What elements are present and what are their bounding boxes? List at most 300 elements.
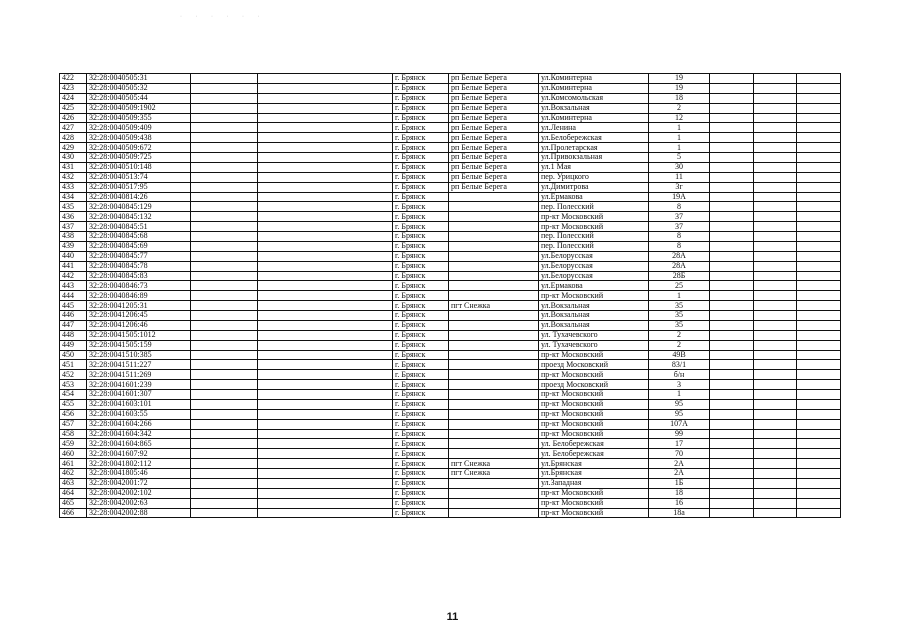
cadastral-number-cell: 32:28:0041604:266	[87, 419, 191, 429]
cadastral-number-cell: 32:28:0042002:88	[87, 508, 191, 518]
empty-cell	[754, 459, 797, 469]
cadastral-number-cell: 32:28:0041607:92	[87, 449, 191, 459]
street-cell: ул.Привокзальная	[539, 153, 649, 163]
empty-cell	[754, 399, 797, 409]
empty-cell	[797, 123, 841, 133]
empty-cell	[258, 103, 393, 113]
table-row	[60, 409, 841, 419]
page-number: 11	[446, 611, 459, 623]
empty-cell	[797, 192, 841, 202]
street-cell: пр-кт Московский	[539, 222, 649, 232]
empty-cell	[191, 498, 258, 508]
house-number-cell: 17	[649, 439, 710, 449]
house-number-cell: 1	[649, 133, 710, 143]
city-cell: г. Брянск	[393, 340, 449, 350]
row-number-cell: 442	[60, 271, 87, 281]
house-number-cell: 35	[649, 311, 710, 321]
settlement-cell: рп Белые Берега	[449, 103, 539, 113]
city-cell: г. Брянск	[393, 103, 449, 113]
row-number-cell: 465	[60, 498, 87, 508]
city-cell: г. Брянск	[393, 311, 449, 321]
empty-cell	[258, 192, 393, 202]
settlement-cell	[449, 232, 539, 242]
empty-cell	[710, 439, 754, 449]
cadastral-number-cell: 32:28:0040509:672	[87, 143, 191, 153]
row-number-cell: 436	[60, 212, 87, 222]
street-cell: ул.Коминтерна	[539, 83, 649, 93]
empty-cell	[797, 143, 841, 153]
table-row	[60, 202, 841, 212]
empty-cell	[191, 232, 258, 242]
city-cell: г. Брянск	[393, 212, 449, 222]
empty-cell	[797, 74, 841, 84]
empty-cell	[710, 469, 754, 479]
cadastral-number-cell: 32:28:0040845:83	[87, 271, 191, 281]
empty-cell	[754, 469, 797, 479]
settlement-cell	[449, 429, 539, 439]
empty-cell	[797, 251, 841, 261]
city-cell: г. Брянск	[393, 123, 449, 133]
street-cell: ул. Тухачевского	[539, 340, 649, 350]
row-number-cell: 435	[60, 202, 87, 212]
empty-cell	[191, 261, 258, 271]
table-row	[60, 301, 841, 311]
settlement-cell: рп Белые Берега	[449, 93, 539, 103]
street-cell: пр-кт Московский	[539, 399, 649, 409]
empty-cell	[797, 133, 841, 143]
empty-cell	[191, 113, 258, 123]
table-row	[60, 113, 841, 123]
street-cell: ул.Вокзальная	[539, 301, 649, 311]
row-number-cell: 446	[60, 311, 87, 321]
empty-cell	[797, 320, 841, 330]
cadastral-number-cell: 32:28:0041205:31	[87, 301, 191, 311]
empty-cell	[191, 429, 258, 439]
empty-cell	[754, 429, 797, 439]
house-number-cell: б/н	[649, 370, 710, 380]
empty-cell	[191, 83, 258, 93]
settlement-cell	[449, 360, 539, 370]
city-cell: г. Брянск	[393, 271, 449, 281]
street-cell: ул.Вокзальная	[539, 311, 649, 321]
empty-cell	[797, 222, 841, 232]
empty-cell	[797, 172, 841, 182]
row-number-cell: 458	[60, 429, 87, 439]
row-number-cell: 440	[60, 251, 87, 261]
empty-cell	[754, 320, 797, 330]
cadastral-number-cell: 32:28:0040513:74	[87, 172, 191, 182]
house-number-cell: 18	[649, 93, 710, 103]
empty-cell	[258, 143, 393, 153]
cadastral-number-cell: 32:28:0040505:31	[87, 74, 191, 84]
house-number-cell: 25	[649, 281, 710, 291]
cadastral-number-cell: 32:28:0040509:355	[87, 113, 191, 123]
street-cell: пер. Полесский	[539, 202, 649, 212]
cadastral-number-cell: 32:28:0040509:438	[87, 133, 191, 143]
street-cell: пр-кт Московский	[539, 419, 649, 429]
empty-cell	[258, 182, 393, 192]
table-row	[60, 192, 841, 202]
empty-cell	[258, 320, 393, 330]
house-number-cell: 107А	[649, 419, 710, 429]
empty-cell	[754, 311, 797, 321]
empty-cell	[797, 241, 841, 251]
cadastral-number-cell: 32:28:0040509:725	[87, 153, 191, 163]
empty-cell	[797, 271, 841, 281]
house-number-cell: 2А	[649, 469, 710, 479]
house-number-cell: 1	[649, 291, 710, 301]
cadastral-number-cell: 32:28:0040845:78	[87, 261, 191, 271]
street-cell: ул.Ленина	[539, 123, 649, 133]
empty-cell	[710, 449, 754, 459]
city-cell: г. Брянск	[393, 291, 449, 301]
street-cell: ул.1 Мая	[539, 162, 649, 172]
settlement-cell	[449, 439, 539, 449]
empty-cell	[754, 281, 797, 291]
settlement-cell: рп Белые Берега	[449, 153, 539, 163]
row-number-cell: 423	[60, 83, 87, 93]
empty-cell	[754, 212, 797, 222]
empty-cell	[191, 212, 258, 222]
empty-cell	[754, 291, 797, 301]
empty-cell	[754, 153, 797, 163]
table-row	[60, 449, 841, 459]
empty-cell	[710, 74, 754, 84]
street-cell: пр-кт Московский	[539, 390, 649, 400]
row-number-cell: 448	[60, 330, 87, 340]
empty-cell	[710, 241, 754, 251]
empty-cell	[710, 370, 754, 380]
empty-cell	[710, 350, 754, 360]
empty-cell	[191, 202, 258, 212]
cadastral-number-cell: 32:28:0040814:26	[87, 192, 191, 202]
house-number-cell: 8	[649, 232, 710, 242]
house-number-cell: 1	[649, 390, 710, 400]
settlement-cell	[449, 350, 539, 360]
settlement-cell: пгт Снежка	[449, 459, 539, 469]
city-cell: г. Брянск	[393, 350, 449, 360]
table-row	[60, 370, 841, 380]
house-number-cell: 19	[649, 74, 710, 84]
empty-cell	[710, 311, 754, 321]
cadastral-number-cell: 32:28:0040845:132	[87, 212, 191, 222]
house-number-cell: 3	[649, 380, 710, 390]
row-number-cell: 449	[60, 340, 87, 350]
row-number-cell: 439	[60, 241, 87, 251]
city-cell: г. Брянск	[393, 478, 449, 488]
house-number-cell: 2	[649, 340, 710, 350]
cadastral-number-cell: 32:28:0041603:55	[87, 409, 191, 419]
cadastral-number-cell: 32:28:0041604:342	[87, 429, 191, 439]
settlement-cell	[449, 222, 539, 232]
empty-cell	[258, 123, 393, 133]
settlement-cell	[449, 498, 539, 508]
empty-cell	[258, 212, 393, 222]
empty-cell	[754, 143, 797, 153]
cadastral-number-cell: 32:28:0041206:45	[87, 311, 191, 321]
city-cell: г. Брянск	[393, 143, 449, 153]
row-number-cell: 443	[60, 281, 87, 291]
empty-cell	[258, 340, 393, 350]
empty-cell	[258, 251, 393, 261]
city-cell: г. Брянск	[393, 439, 449, 449]
cadastral-number-cell: 32:28:0041603:101	[87, 399, 191, 409]
house-number-cell: 2А	[649, 459, 710, 469]
table-row	[60, 241, 841, 251]
settlement-cell	[449, 390, 539, 400]
house-number-cell: 1	[649, 123, 710, 133]
empty-cell	[797, 360, 841, 370]
empty-cell	[797, 93, 841, 103]
city-cell: г. Брянск	[393, 74, 449, 84]
empty-cell	[710, 320, 754, 330]
empty-cell	[754, 370, 797, 380]
cadastral-number-cell: 32:28:0040505:44	[87, 93, 191, 103]
settlement-cell: рп Белые Берега	[449, 74, 539, 84]
settlement-cell	[449, 192, 539, 202]
registry-body	[60, 74, 841, 518]
table-row	[60, 143, 841, 153]
table-row	[60, 74, 841, 84]
empty-cell	[191, 103, 258, 113]
house-number-cell: 2	[649, 330, 710, 340]
empty-cell	[710, 429, 754, 439]
empty-cell	[258, 370, 393, 380]
table-row	[60, 291, 841, 301]
empty-cell	[258, 281, 393, 291]
settlement-cell: рп Белые Берега	[449, 162, 539, 172]
empty-cell	[258, 350, 393, 360]
settlement-cell	[449, 291, 539, 301]
empty-cell	[797, 340, 841, 350]
city-cell: г. Брянск	[393, 380, 449, 390]
empty-cell	[710, 212, 754, 222]
empty-cell	[258, 311, 393, 321]
table-row	[60, 172, 841, 182]
table-row	[60, 311, 841, 321]
empty-cell	[797, 409, 841, 419]
table-row	[60, 498, 841, 508]
table-row	[60, 350, 841, 360]
empty-cell	[710, 399, 754, 409]
empty-cell	[258, 113, 393, 123]
empty-cell	[258, 508, 393, 518]
empty-cell	[754, 103, 797, 113]
row-number-cell: 430	[60, 153, 87, 163]
table-row	[60, 261, 841, 271]
row-number-cell: 455	[60, 399, 87, 409]
empty-cell	[191, 399, 258, 409]
city-cell: г. Брянск	[393, 192, 449, 202]
empty-cell	[258, 439, 393, 449]
empty-cell	[258, 498, 393, 508]
empty-cell	[797, 390, 841, 400]
settlement-cell	[449, 340, 539, 350]
empty-cell	[191, 370, 258, 380]
house-number-cell: 12	[649, 113, 710, 123]
empty-cell	[191, 449, 258, 459]
cadastral-number-cell: 32:28:0041805:46	[87, 469, 191, 479]
row-number-cell: 466	[60, 508, 87, 518]
empty-cell	[754, 202, 797, 212]
settlement-cell	[449, 311, 539, 321]
street-cell: пер. Полесский	[539, 241, 649, 251]
settlement-cell	[449, 419, 539, 429]
table-row	[60, 340, 841, 350]
house-number-cell: 83/1	[649, 360, 710, 370]
city-cell: г. Брянск	[393, 488, 449, 498]
street-cell: ул.Вокзальная	[539, 320, 649, 330]
empty-cell	[754, 330, 797, 340]
settlement-cell: рп Белые Берега	[449, 182, 539, 192]
empty-cell	[258, 271, 393, 281]
empty-cell	[191, 350, 258, 360]
city-cell: г. Брянск	[393, 419, 449, 429]
house-number-cell: 2	[649, 103, 710, 113]
street-cell: ул.Ермакова	[539, 192, 649, 202]
city-cell: г. Брянск	[393, 232, 449, 242]
table-row	[60, 93, 841, 103]
street-cell: пр-кт Московский	[539, 508, 649, 518]
empty-cell	[710, 291, 754, 301]
street-cell: пер. Урицкого	[539, 172, 649, 182]
empty-cell	[258, 222, 393, 232]
cadastral-number-cell: 32:28:0042002:102	[87, 488, 191, 498]
settlement-cell	[449, 330, 539, 340]
empty-cell	[754, 182, 797, 192]
scan-noise: · · · · · ·	[180, 14, 266, 20]
table-row	[60, 251, 841, 261]
street-cell: ул. Белобережская	[539, 439, 649, 449]
registry-sheet	[59, 73, 841, 518]
empty-cell	[191, 162, 258, 172]
house-number-cell: 19А	[649, 192, 710, 202]
cadastral-number-cell: 32:28:0040846:73	[87, 281, 191, 291]
empty-cell	[191, 360, 258, 370]
row-number-cell: 450	[60, 350, 87, 360]
empty-cell	[191, 153, 258, 163]
house-number-cell: 19	[649, 83, 710, 93]
empty-cell	[258, 360, 393, 370]
empty-cell	[710, 261, 754, 271]
empty-cell	[191, 192, 258, 202]
empty-cell	[191, 241, 258, 251]
empty-cell	[754, 488, 797, 498]
house-number-cell: 37	[649, 222, 710, 232]
street-cell: пр-кт Московский	[539, 212, 649, 222]
street-cell: ул.Димитрова	[539, 182, 649, 192]
street-cell: ул.Брянская	[539, 469, 649, 479]
house-number-cell: 49В	[649, 350, 710, 360]
empty-cell	[754, 113, 797, 123]
empty-cell	[191, 182, 258, 192]
empty-cell	[710, 301, 754, 311]
empty-cell	[797, 281, 841, 291]
city-cell: г. Брянск	[393, 133, 449, 143]
empty-cell	[797, 449, 841, 459]
empty-cell	[710, 123, 754, 133]
city-cell: г. Брянск	[393, 370, 449, 380]
empty-cell	[710, 419, 754, 429]
row-number-cell: 434	[60, 192, 87, 202]
empty-cell	[797, 488, 841, 498]
cadastral-number-cell: 32:28:0041802:112	[87, 459, 191, 469]
empty-cell	[191, 93, 258, 103]
city-cell: г. Брянск	[393, 459, 449, 469]
row-number-cell: 456	[60, 409, 87, 419]
row-number-cell: 437	[60, 222, 87, 232]
empty-cell	[797, 370, 841, 380]
empty-cell	[258, 399, 393, 409]
empty-cell	[258, 419, 393, 429]
empty-cell	[710, 103, 754, 113]
empty-cell	[710, 459, 754, 469]
house-number-cell: 28А	[649, 261, 710, 271]
empty-cell	[191, 172, 258, 182]
cadastral-number-cell: 32:28:0041604:865	[87, 439, 191, 449]
row-number-cell: 424	[60, 93, 87, 103]
street-cell: ул.Комсомольская	[539, 93, 649, 103]
cadastral-number-cell: 32:28:0041511:269	[87, 370, 191, 380]
city-cell: г. Брянск	[393, 498, 449, 508]
city-cell: г. Брянск	[393, 429, 449, 439]
empty-cell	[710, 192, 754, 202]
empty-cell	[258, 162, 393, 172]
empty-cell	[258, 241, 393, 251]
empty-cell	[754, 123, 797, 133]
empty-cell	[754, 222, 797, 232]
city-cell: г. Брянск	[393, 172, 449, 182]
settlement-cell	[449, 508, 539, 518]
city-cell: г. Брянск	[393, 202, 449, 212]
table-row	[60, 320, 841, 330]
empty-cell	[797, 291, 841, 301]
empty-cell	[191, 311, 258, 321]
table-row	[60, 439, 841, 449]
row-number-cell: 425	[60, 103, 87, 113]
cadastral-number-cell: 32:28:0041601:307	[87, 390, 191, 400]
empty-cell	[191, 439, 258, 449]
street-cell: пр-кт Московский	[539, 291, 649, 301]
empty-cell	[754, 508, 797, 518]
empty-cell	[710, 498, 754, 508]
cadastral-registry-table	[59, 73, 841, 518]
empty-cell	[258, 232, 393, 242]
empty-cell	[797, 478, 841, 488]
cadastral-number-cell: 32:28:0040845:68	[87, 232, 191, 242]
empty-cell	[710, 488, 754, 498]
empty-cell	[710, 390, 754, 400]
street-cell: ул.Белобережская	[539, 133, 649, 143]
empty-cell	[754, 192, 797, 202]
street-cell: ул.Белорусская	[539, 261, 649, 271]
city-cell: г. Брянск	[393, 469, 449, 479]
empty-cell	[258, 83, 393, 93]
street-cell: ул.Вокзальная	[539, 103, 649, 113]
empty-cell	[191, 390, 258, 400]
empty-cell	[710, 251, 754, 261]
house-number-cell: 18	[649, 488, 710, 498]
house-number-cell: 8	[649, 241, 710, 251]
empty-cell	[191, 340, 258, 350]
empty-cell	[710, 182, 754, 192]
empty-cell	[797, 232, 841, 242]
empty-cell	[710, 153, 754, 163]
settlement-cell: рп Белые Берега	[449, 83, 539, 93]
empty-cell	[258, 380, 393, 390]
empty-cell	[710, 340, 754, 350]
house-number-cell: 99	[649, 429, 710, 439]
